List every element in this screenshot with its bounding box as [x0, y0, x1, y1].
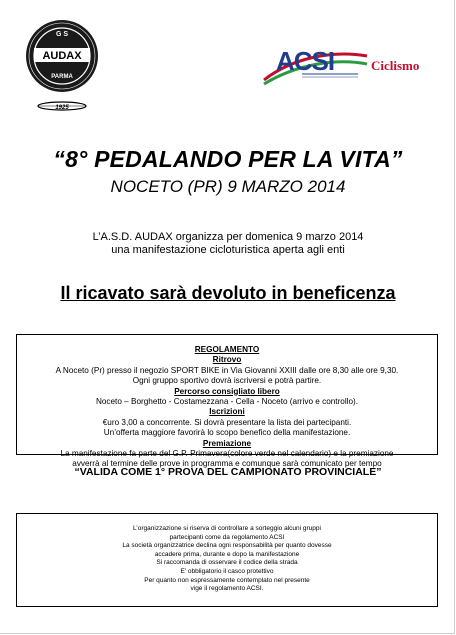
intro-line: una manifestazione cicloturistica aperta agli enti [111, 244, 345, 256]
note-line: Per quanto non espressamente contemplato nel presente [144, 576, 310, 584]
iscrizioni-text: Un’offerta maggiore favorirà lo scopo benefico della manifestazione. [103, 428, 351, 438]
premiazione-text: avverrà al termine delle prove in programma e comunque sarà comunicato per tempo [72, 459, 382, 469]
premiazione-heading: Premiazione [202, 438, 252, 448]
note-line: accadere prima, durante e dopo la manifestazione [154, 550, 300, 558]
note-line: vige il regolamento ACSI. [190, 585, 264, 593]
event-subtitle: NOCETO (PR) 9 MARZO 2014 [110, 177, 346, 196]
event-title: “8° PEDALANDO PER LA VITA” [53, 146, 403, 172]
beneficenza-heading: Il ricavato sarà devoluto in beneficenza [60, 283, 396, 303]
percorso-text: Noceto – Borghetto - Costamezzana - Cella - Noceto (arrivo e controllo). [95, 397, 359, 407]
regolamento-title: REGOLAMENTO [194, 345, 260, 354]
note-line: partecipanti come da regolamento ACSI [169, 533, 285, 541]
audax-name-text: AUDAX [42, 50, 82, 62]
campionato-text: “VALIDA COME 1° PROVA DEL CAMPIONATO PROVINCIALE” [74, 466, 382, 478]
intro-text [0, 231, 456, 257]
intro-line: L’A.S.D. AUDAX organizza per domenica 9 marzo 2014 [92, 231, 364, 243]
acsi-ciclismo-text: Ciclismo [371, 58, 420, 73]
percorso-heading: Percorso consigliato libero [174, 386, 280, 396]
iscrizioni-heading: Iscrizioni [209, 407, 245, 417]
ritrovo-text: Ogni gruppo sportivo dovrà iscriversi e potrà partire. [132, 376, 322, 386]
audax-logo [22, 14, 102, 114]
acsi-name-text: ACSI [276, 46, 335, 76]
note-box [16, 513, 438, 607]
iscrizioni-text: €uro 3,00 a concorrente. Si dovrà presentare la lista dei partecipanti. [102, 417, 352, 427]
regolamento-box [16, 334, 438, 469]
note-line: L’organizzazione si riserva di controllare a sorteggio alcuni gruppi [133, 525, 321, 532]
note-line: Si raccomanda di osservare il codice della strada [156, 559, 298, 567]
ritrovo-text: A Noceto (Pr) presso il negozio SPORT BIKE in Via Giovanni XXIII dalle ore 8,30 alle ore 9,30. [55, 365, 399, 375]
note-line: La società organizzatrice declina ogni responsabilità per quanto dovesse [122, 542, 332, 550]
audax-top-text: G S [55, 31, 69, 38]
ritrovo-heading: Ritrovo [212, 355, 242, 365]
audax-year-text: 1925 [55, 105, 69, 111]
note-line: E’ obbligatorio il casco protettivo [180, 567, 274, 575]
premiazione-text: La manifestazione fa parte del G.P. Primavera(colore verde nel calendario) e la premiazione [60, 449, 394, 459]
audax-city-text: PARMA [51, 74, 73, 80]
